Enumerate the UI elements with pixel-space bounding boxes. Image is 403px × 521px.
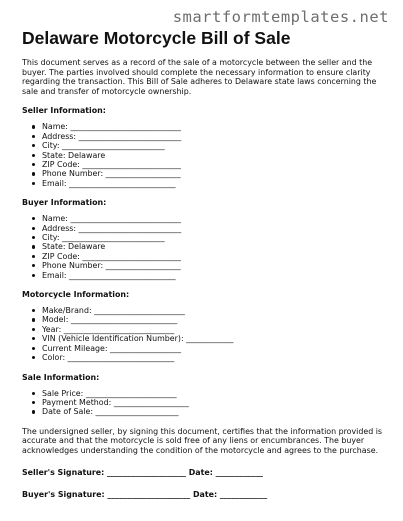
motorcycle-color-field[interactable]: Color: ___________________________ [42, 353, 384, 362]
watermark: smartformtemplates.net [172, 8, 389, 26]
sale-list [22, 389, 384, 417]
motorcycle-year-field[interactable]: Year: ____________________________ [42, 325, 384, 334]
date-of-sale-field[interactable]: Date of Sale: _____________________ [42, 407, 384, 416]
buyer-name-field[interactable]: Name: ____________________________ [42, 214, 384, 223]
seller-zip-field[interactable]: ZIP Code: _________________________ [42, 160, 384, 169]
motorcycle-heading: Motorcycle Information: [22, 290, 130, 300]
sale-heading: Sale Information: [22, 372, 100, 382]
motorcycle-list [22, 306, 384, 362]
seller-list [22, 122, 384, 188]
motorcycle-model-field[interactable]: Model: ___________________________ [42, 315, 384, 324]
buyer-heading: Buyer Information: [22, 198, 107, 208]
buyer-signature-line[interactable]: Buyer's Signature: _____________________ Date: ____________ [22, 489, 268, 499]
seller-address-field[interactable]: Address: __________________________ [42, 132, 384, 141]
buyer-zip-field[interactable]: ZIP Code: _________________________ [42, 252, 384, 261]
seller-city-field[interactable]: City: __________________________ [42, 141, 384, 150]
motorcycle-vin-field[interactable]: VIN (Vehicle Identification Number): ____________ [42, 334, 384, 343]
buyer-email-field[interactable]: Email: ___________________________ [42, 271, 384, 280]
intro-paragraph: This document serves as a record of the sale of a motorcycle between the seller and the buyer. The parties involved should complete the necessary information to ensure clarity regarding the transaction. This Bill of Sale adheres to Delaware state laws concerning the sale and transfer of motorcycle ownership. [22, 58, 377, 96]
seller-signature-line[interactable]: Seller's Signature: ____________________ Date: ____________ [22, 467, 263, 477]
payment-method-field[interactable]: Payment Method: ___________________ [42, 398, 384, 407]
motorcycle-make-field[interactable]: Make/Brand: _______________________ [42, 306, 384, 315]
seller-phone-field[interactable]: Phone Number: ___________________ [42, 169, 384, 178]
motorcycle-mileage-field[interactable]: Current Mileage: __________________ [42, 344, 384, 353]
sale-price-field[interactable]: Sale Price: _______________________ [42, 389, 384, 398]
document-body [22, 28, 384, 500]
seller-state: State: Delaware [42, 151, 384, 160]
buyer-phone-field[interactable]: Phone Number: ___________________ [42, 261, 384, 270]
seller-name-field[interactable]: Name: ____________________________ [42, 122, 384, 131]
buyer-city-field[interactable]: City: __________________________ [42, 233, 384, 242]
buyer-state: State: Delaware [42, 242, 384, 251]
seller-heading: Seller Information: [22, 106, 106, 116]
buyer-address-field[interactable]: Address: __________________________ [42, 224, 384, 233]
seller-email-field[interactable]: Email: ___________________________ [42, 179, 384, 188]
closing-paragraph: The undersigned seller, by signing this document, certifies that the information provided is accurate and that the motorcycle is sold free of any liens or encumbrances. The buyer acknowledges understanding the condition of the motorcycle and agrees to the purchase. [22, 426, 383, 455]
buyer-list [22, 214, 384, 280]
page-title: Delaware Motorcycle Bill of Sale [22, 28, 291, 48]
